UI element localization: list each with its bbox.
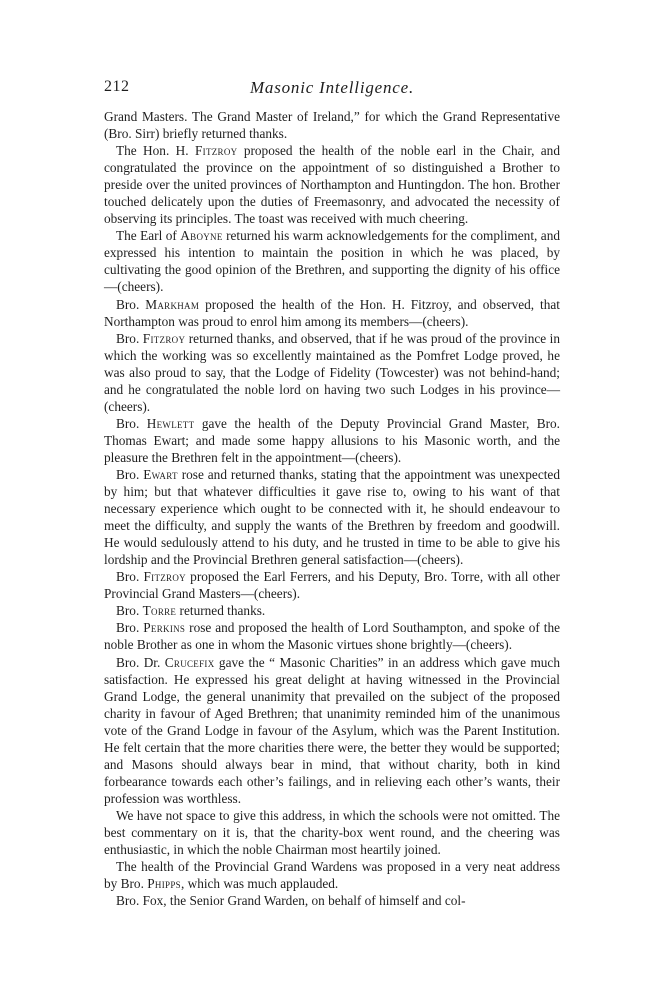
- paragraph: [104, 619, 560, 653]
- paragraph-text: The Hon. H.: [116, 143, 195, 159]
- speaker-name: Ewart: [143, 466, 178, 482]
- paragraph: [104, 654, 560, 807]
- paragraph-text: gave the “ Masonic Charities” in an address which gave much satisfaction. He expressed his great delight at having witnessed in the Provincial Grand Lodge, the general unanimity that prevailed on the subject of the proposed charity in favour of Aged Brethren; that unanimity reminded him of the unanimous vote of the Grand Lodge in favour of the Asylum, which was the Parent Institution. He felt certain that the more charities there were, the better they would be supported; and Masons should always bear in mind, that without charity, both in kind forbearance towards each other’s failings, and in relieving each other’s wants, their profession was worthless.: [104, 654, 560, 806]
- paragraph: [104, 807, 560, 858]
- paragraph-text: returned thanks.: [176, 603, 266, 619]
- paragraph-text: returned his warm acknowledgements for the compliment, and expressed his intention to maintain the position in which he was placed, by cultivating the good opinion of the Brethren, and supporting the dignity of his office—(cheers).: [104, 228, 560, 295]
- paragraph-text: Bro.: [116, 415, 147, 431]
- speaker-name: Hewlett: [146, 415, 195, 431]
- speaker-name: Torre: [142, 603, 177, 619]
- paragraph-text: Bro.: [116, 569, 144, 585]
- article-body: [104, 108, 560, 909]
- paragraph-text: rose and returned thanks, stating that the appointment was unexpected by him; but that whatever difficulties it gave rise to, owing to his want of that necessary experience which ought to be connected with it, he should endeavour to meet the difficulty, and supply the wants of the Brethren by freedom and goodwill. He would sedulously attend to his duty, and he trusted in time to be able to give his lordship and the Provincial Brethren general satisfaction—(cheers).: [104, 466, 560, 568]
- document-page: [104, 78, 560, 909]
- paragraph-text: gave the health of the Deputy Provincial Grand Master, Bro. Thomas Ewart; and made some happy allusions to his Masonic worth, and the pleasure the Brethren felt in the appointment—(cheers).: [104, 415, 560, 465]
- paragraph-text: proposed the health of the Hon. H. Fitzroy, and observed, that Northampton was proud to enrol him among its members—(cheers).: [104, 296, 560, 329]
- speaker-name: Aboyne: [180, 228, 223, 244]
- paragraph-text: Bro.: [116, 330, 143, 346]
- paragraph: [104, 568, 560, 602]
- paragraph-text: Bro.: [116, 296, 146, 312]
- paragraph-text: , which was much applauded.: [180, 876, 339, 892]
- paragraph: [104, 858, 560, 892]
- paragraph: [104, 296, 560, 330]
- speaker-name: Fitzroy: [143, 569, 186, 585]
- paragraph-text: Bro.: [116, 620, 144, 636]
- paragraph: [104, 415, 560, 466]
- paragraph: [104, 892, 560, 909]
- running-title: Masonic Intelligence.: [249, 78, 415, 97]
- paragraph-text: proposed the Earl Ferrers, and his Deputy, Bro. Torre, with all other Provincial Grand Masters—(cheers).: [104, 569, 560, 602]
- paragraph: [104, 108, 560, 142]
- paragraph-text: proposed the health of the noble earl in the Chair, and congratulated the province on the appointment of so distinguished a Brother to preside over the united provinces of Northampton and Huntingdon. The hon. Brother touched delicately upon the duties of Freemasonry, and advocated the necessity of observing its principles. The toast was received with much cheering.: [104, 143, 560, 227]
- speaker-name: Phipps: [147, 876, 181, 892]
- paragraph: [104, 142, 560, 227]
- paragraph-text: The health of the Provincial Grand Wardens was proposed in a very neat address by Bro.: [104, 859, 560, 892]
- paragraph: [104, 466, 560, 568]
- paragraph: [104, 330, 560, 415]
- paragraph-text: Bro.: [116, 466, 144, 482]
- paragraph-text: Bro. Dr.: [116, 654, 165, 670]
- speaker-name: Perkins: [143, 620, 186, 636]
- paragraph-text: Grand Masters. The Grand Master of Ireland,” for which the Grand Representative (Bro. Sirr) briefly returned thanks.: [104, 109, 560, 142]
- paragraph-text: We have not space to give this address, in which the schools were not omitted. The best commentary on it is, that the charity-box went round, and the cheering was enthusiastic, in which the noble Chairman most heartily joined.: [104, 807, 560, 858]
- paragraph-text: returned thanks, and observed, that if he was proud of the province in which the working was so excellently maintained as the Pomfret Lodge proved, he was also proud to say, that the Lodge of Fidelity (Towcester) was not behind-hand; and he congratulated the noble lord on having two such Lodges in his province—(cheers).: [104, 330, 560, 414]
- paragraph-text: The Earl of: [116, 228, 181, 244]
- paragraph: [104, 227, 560, 295]
- paragraph-text: rose and proposed the health of Lord Southampton, and spoke of the noble Brother as one in whom the Masonic virtues shone brightly—(cheers).: [104, 620, 561, 653]
- paragraph: [104, 602, 560, 619]
- running-head: [104, 78, 560, 102]
- paragraph-text: Bro. Fox, the Senior Grand Warden, on behalf of himself and col-: [116, 893, 466, 909]
- speaker-name: Crucefix: [164, 654, 215, 670]
- paragraph-text: Bro.: [116, 603, 143, 619]
- page-number: 212: [104, 78, 130, 95]
- speaker-name: Markham: [145, 296, 200, 312]
- speaker-name: Fitzroy: [142, 330, 186, 346]
- speaker-name: Fitzroy: [194, 143, 238, 159]
